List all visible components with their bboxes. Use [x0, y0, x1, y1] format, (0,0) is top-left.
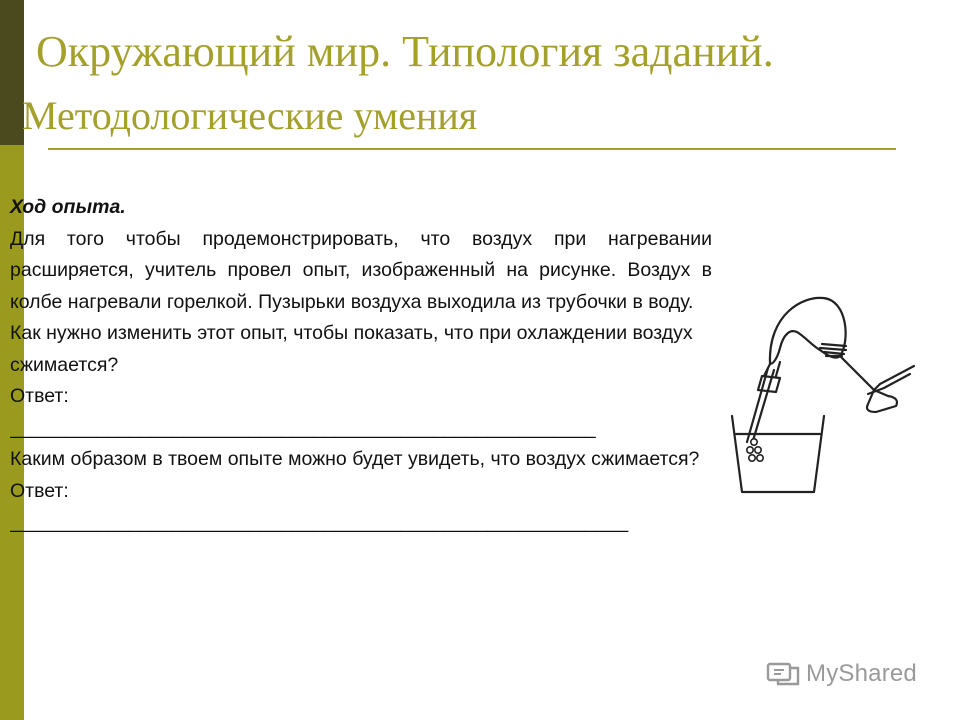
- beaker: [732, 416, 824, 492]
- slide-subtitle: Методологические умения: [22, 93, 478, 138]
- answer-2-line: _________________________________________________________: [10, 511, 629, 533]
- experiment-illustration: [728, 284, 918, 498]
- answer-1-label: Ответ:: [10, 385, 69, 407]
- question-1: Как нужно изменить этот опыт, чтобы показать, что при охлаждении воздух сжимается?: [10, 322, 693, 376]
- slide-title: Окружающий мир. Типология заданий.: [36, 27, 774, 76]
- task-description: Для того чтобы продемонстрировать, что воздух при нагревании расширяется, учитель провел опыт, изображенный на рисунке. Воздух в колбе нагревали горелкой. Пузырьки воздуха выходила из трубочки в воду.: [10, 227, 712, 313]
- clamp-holder: [840, 356, 914, 394]
- myshared-logo-icon: [766, 660, 800, 688]
- left-accent-bar-top: [0, 0, 24, 145]
- task-heading: Ход опыта.: [10, 196, 126, 218]
- watermark: [766, 656, 917, 692]
- answer-2-label: Ответ:: [10, 479, 69, 502]
- task-content: [10, 192, 712, 539]
- answer-1-line: ______________________________________________________: [10, 416, 596, 439]
- question-2: Каким образом в твоем опыте можно будет увидеть, что воздух сжимается?: [10, 448, 700, 470]
- burner: [867, 390, 897, 412]
- air-bubbles: [747, 439, 763, 461]
- title-underline: [48, 148, 896, 150]
- watermark-brand: MyShared: [806, 660, 917, 687]
